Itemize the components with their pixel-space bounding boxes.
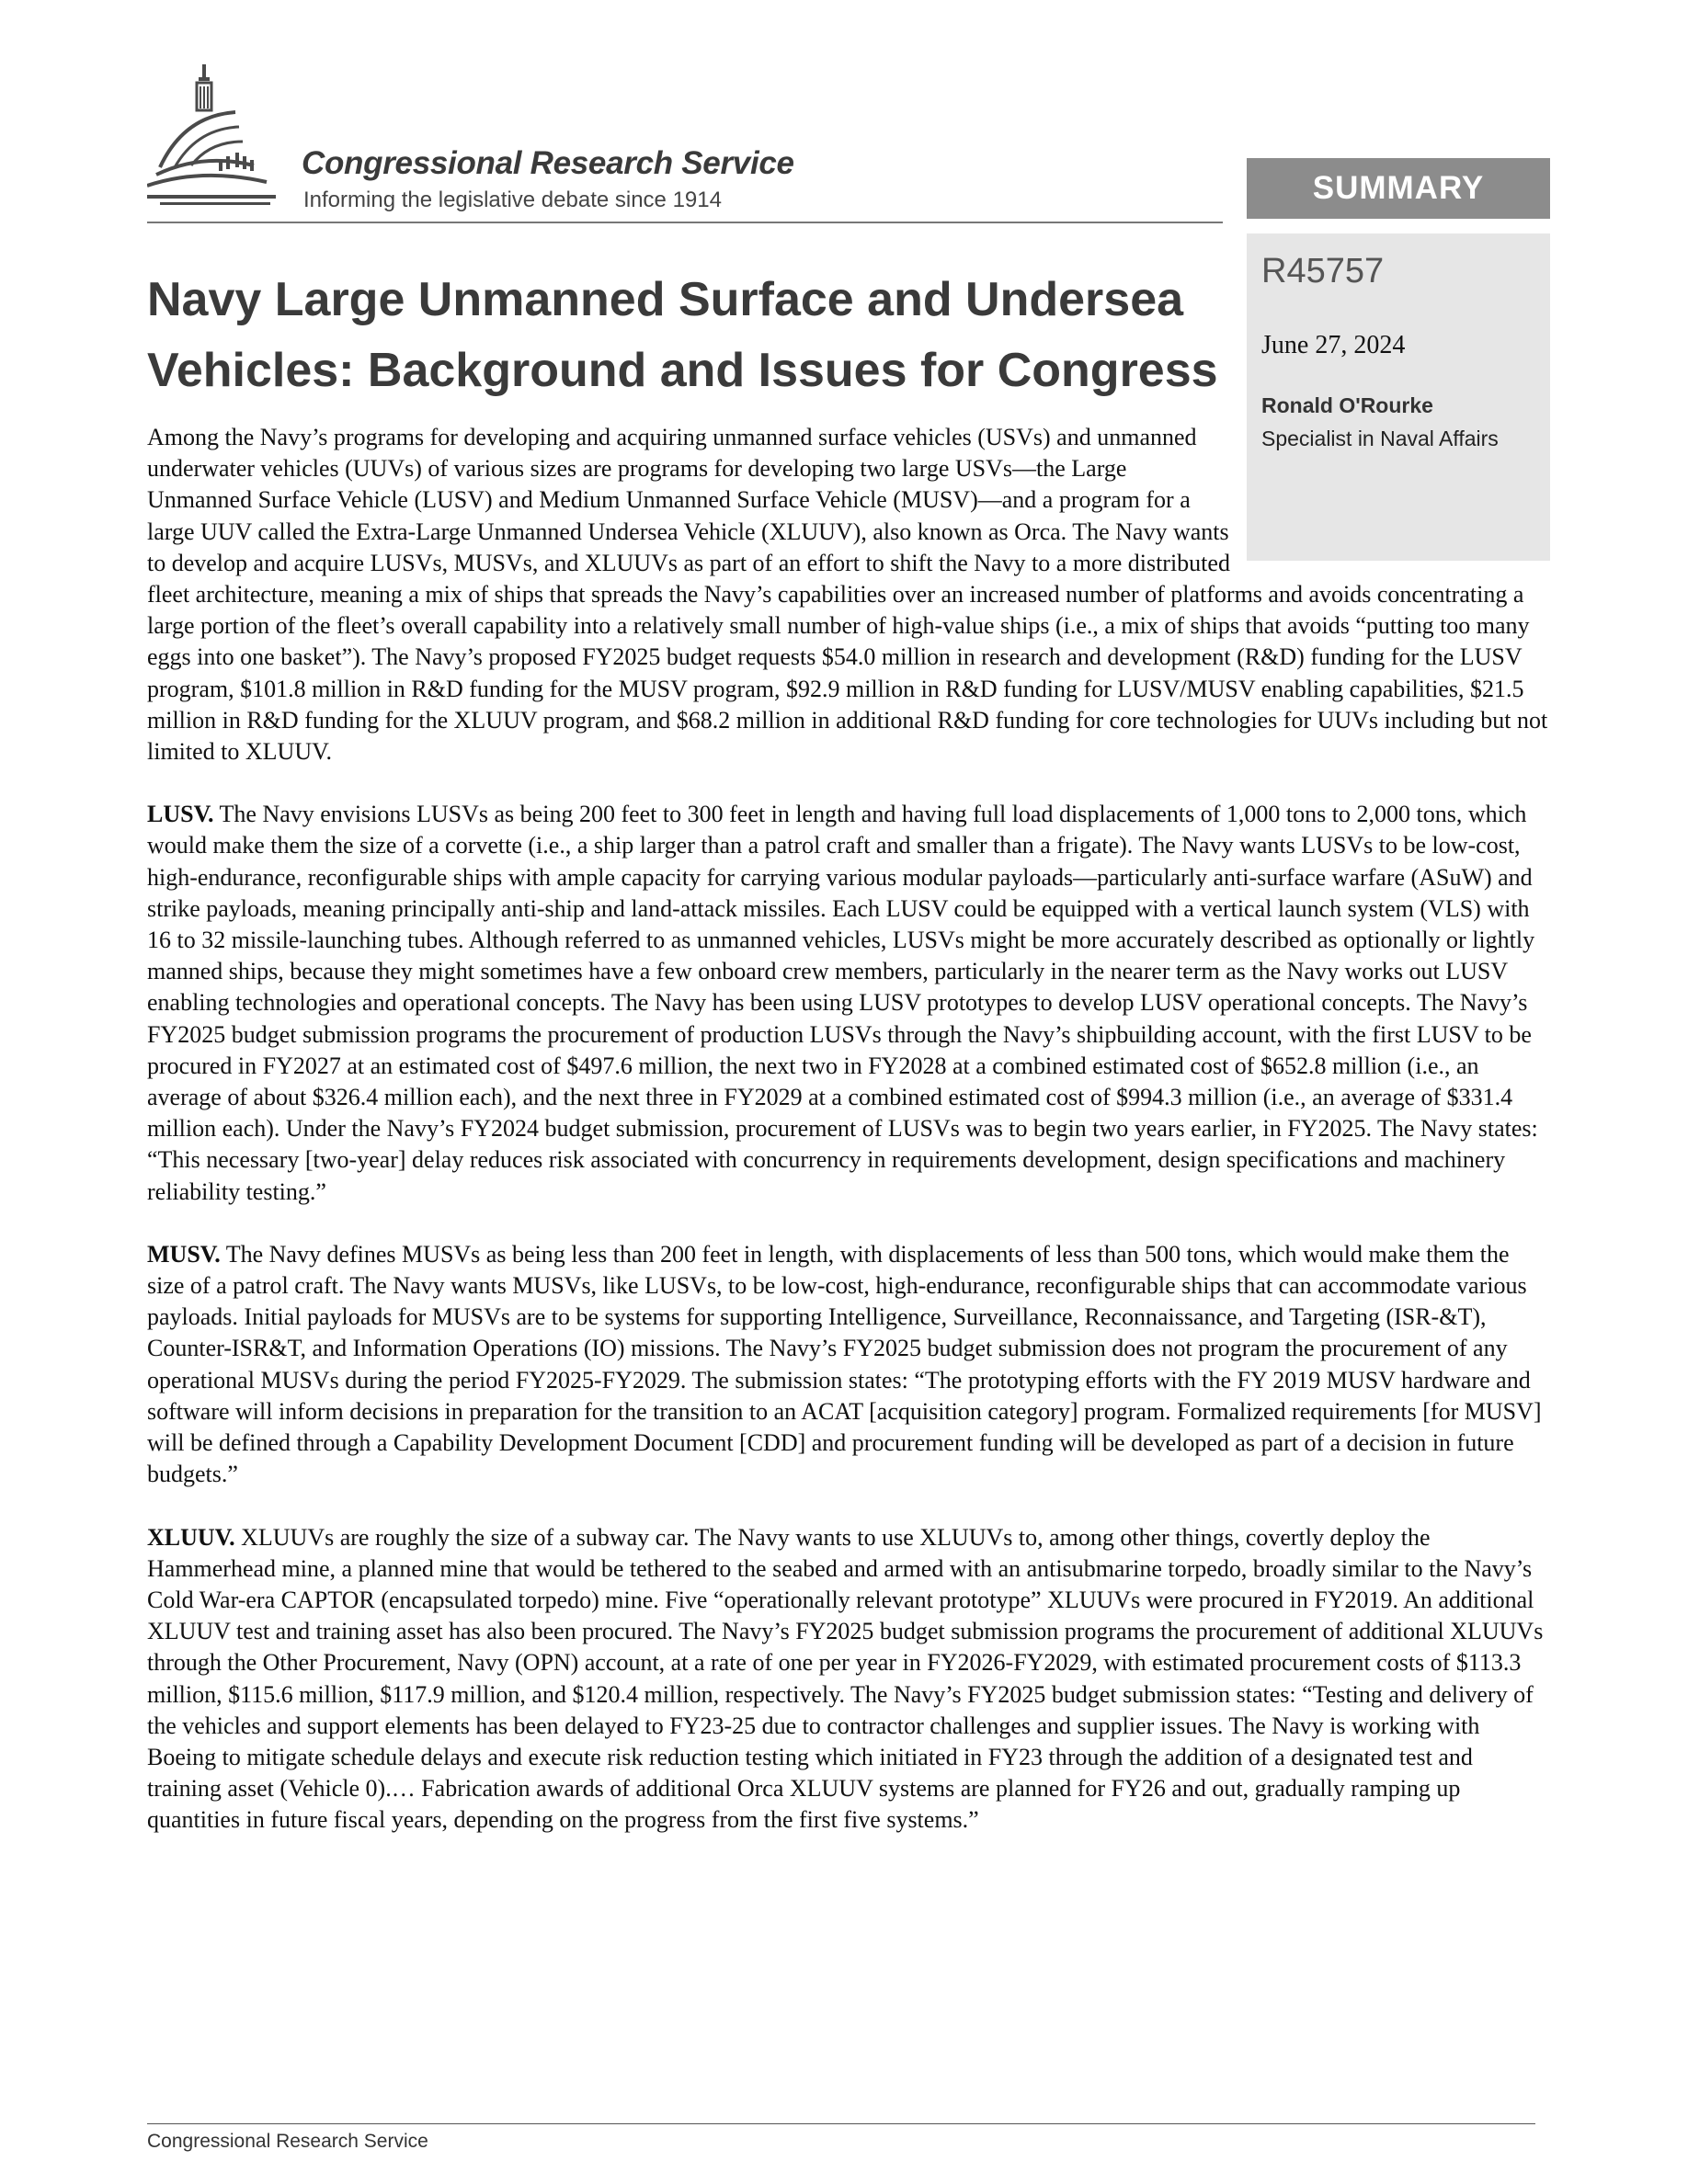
header-divider bbox=[147, 222, 1223, 223]
report-number: R45757 bbox=[1261, 252, 1385, 290]
xluuv-lead: XLUUV. bbox=[147, 1523, 235, 1551]
xluuv-text: XLUUVs are roughly the size of a subway car. The Navy wants to use XLUUVs to, among other things, covertly deploy the Hammerhead mine, a planned mine that would be tethered to the seabed and armed with an antisubmarine torpedo, broadly similar to the Navy’s Cold War-era CAPTOR (encapsulated torpedo) mine. Five “operationally relevant prototype” XLUUVs were procured in FY2019. An additional XLUUV test and training asset has also been procured. The Navy’s FY2025 budget submission programs the procurement of additional XLUUVs through the Other Procurement, Navy (OPN) account, at a rate of one per year in FY2026-FY2029, with estimated procurement costs of $113.3 million, $115.6 million, $117.9 million, and $120.4 million, respectively. The Navy’s FY2025 budget submission states: “Testing and delivery of the vehicles and support elements has been delayed to FY23-25 due to contractor challenges and supplier issues. The Navy is working with Boeing to mitigate schedule delays and execute risk reduction testing which initiated in FY23 through the addition of a designated test and training asset (Vehicle 0).… Fabrication awards of additional Orca XLUUV systems are planned for FY26 and out, gradually ramping up quantities in future fiscal years, depending on the progress from the first five systems.” bbox=[147, 1523, 1544, 1834]
intro-paragraph: Among the Navy’s programs for developing and acquiring unmanned surface vehicles (USVs) and unmanned underwater vehicles (UUVs) of various sizes are programs for developing two large USVs—the Large Unmanned Surface Vehicle (LUSV) and Medium Unmanned Surface Vehicle (MUSV)—and a program for a large UUV called the Extra-Large Unmanned Undersea Vehicle (XLUUV), also known as Orca. The Navy wants to develop and acquire LUSVs, MUSVs, and XLUUVs as part of an effort to shift the Navy to a more distributed fleet architecture, meaning a mix of ships that spreads the Navy’s capabilities over an increased number of platforms and avoids concentrating a large portion of the fleet’s overall capability into a relatively small number of high-value ships (i.e., a mix of ships that avoids “putting too many eggs into one basket”). The Navy’s proposed FY2025 budget requests $54.0 million in research and development (R&D) funding for the LUSV program, $101.8 million in R&D funding for the MUSV program, $92.9 million in R&D funding for LUSV/MUSV enabling capabilities, $21.5 million in R&D funding for the XLUUV program, and $68.2 million in additional R&D funding for core technologies for UUVs including but not limited to XLUUV. bbox=[147, 424, 1548, 766]
report-date: June 27, 2024 bbox=[1261, 331, 1406, 359]
lusv-lead: LUSV. bbox=[147, 801, 214, 828]
lusv-text: The Navy envisions LUSVs as being 200 feet to 300 feet in length and having full load displacements of 1,000 tons to 2,000 tons, which would make them the size of a corvette (i.e., a ship larger than a patrol craft and smaller than a frigate). The Navy wants LUSVs to be low-cost, high-endurance, reconfigurable ships with ample capacity for carrying various modular payloads—particularly anti-surface warfare (ASuW) and strike payloads, meaning principally anti-ship and land-attack missiles. Each LUSV could be equipped with a vertical launch system (VLS) with 16 to 32 missile-launching tubes. Although referred to as unmanned vehicles, LUSVs might be more accurately described as optionally or lightly manned ships, because they might sometimes have a few onboard crew members, particularly in the nearer term as the Navy works out LUSV enabling technologies and operational concepts. The Navy has been using LUSV prototypes to develop LUSV operational concepts. The Navy’s FY2025 budget submission programs the procurement of production LUSVs through the Navy’s shipbuilding account, with the first LUSV to be procured in FY2027 at an estimated cost of $497.6 million, the next two in FY2028 at a combined estimated cost of $652.8 million (i.e., an average of about $326.4 million each), and the next three in FY2029 at a combined estimated cost of $994.3 million (i.e., an average of $331.4 million each). Under the Navy’s FY2024 budget submission, procurement of LUSVs was to begin two years earlier, in FY2025. The Navy states: “This necessary [two-year] delay reduces risk associated with concurrency in requirements development, design specifications and machinery reliability testing.” bbox=[147, 801, 1538, 1205]
org-name: Congressional Research Service bbox=[302, 145, 794, 181]
footer-divider bbox=[147, 2123, 1535, 2124]
musv-lead: MUSV. bbox=[147, 1240, 221, 1268]
sidebar-wrap-spacer bbox=[1232, 422, 1549, 562]
musv-text: The Navy defines MUSVs as being less than 200 feet in length, with displacements of less than 500 tons, which would make them the size of a patrol craft. The Navy wants MUSVs, like LUSVs, to be low-cost, high-endurance, reconfigurable ships that can accommodate various payloads. Initial payloads for MUSVs are to be systems for supporting Intelligence, Surveillance, Reconnaissance, and Targeting (ISR-&T), Counter-ISR&T, and Information Operations (IO) missions. The Navy’s FY2025 budget submission does not program the procurement of any operational MUSVs during the period FY2025-FY2029. The submission states: “The prototyping efforts with the FY 2019 MUSV hardware and software will inform decisions in preparation for the transition to an ACAT [acquisition category] program. Formalized requirements [for MUSV] will be defined through a Capability Development Document [CDD] and procurement funding will be developed as part of a decision in future budgets.” bbox=[147, 1240, 1542, 1488]
lusv-paragraph bbox=[147, 799, 1549, 1208]
org-tagline: Informing the legislative debate since 1914 bbox=[303, 188, 722, 212]
xluuv-paragraph bbox=[147, 1522, 1549, 1837]
footer-org-name: Congressional Research Service bbox=[147, 2131, 428, 2152]
summary-body bbox=[147, 422, 1549, 1868]
summary-heading: SUMMARY bbox=[1247, 158, 1550, 219]
author-title: Specialist in Naval Affairs bbox=[1261, 427, 1499, 450]
musv-paragraph bbox=[147, 1239, 1549, 1491]
document-title: Navy Large Unmanned Surface and Undersea Vehicles: Background and Issues for Congress bbox=[147, 273, 1218, 397]
author-name: Ronald O'Rourke bbox=[1261, 393, 1433, 417]
